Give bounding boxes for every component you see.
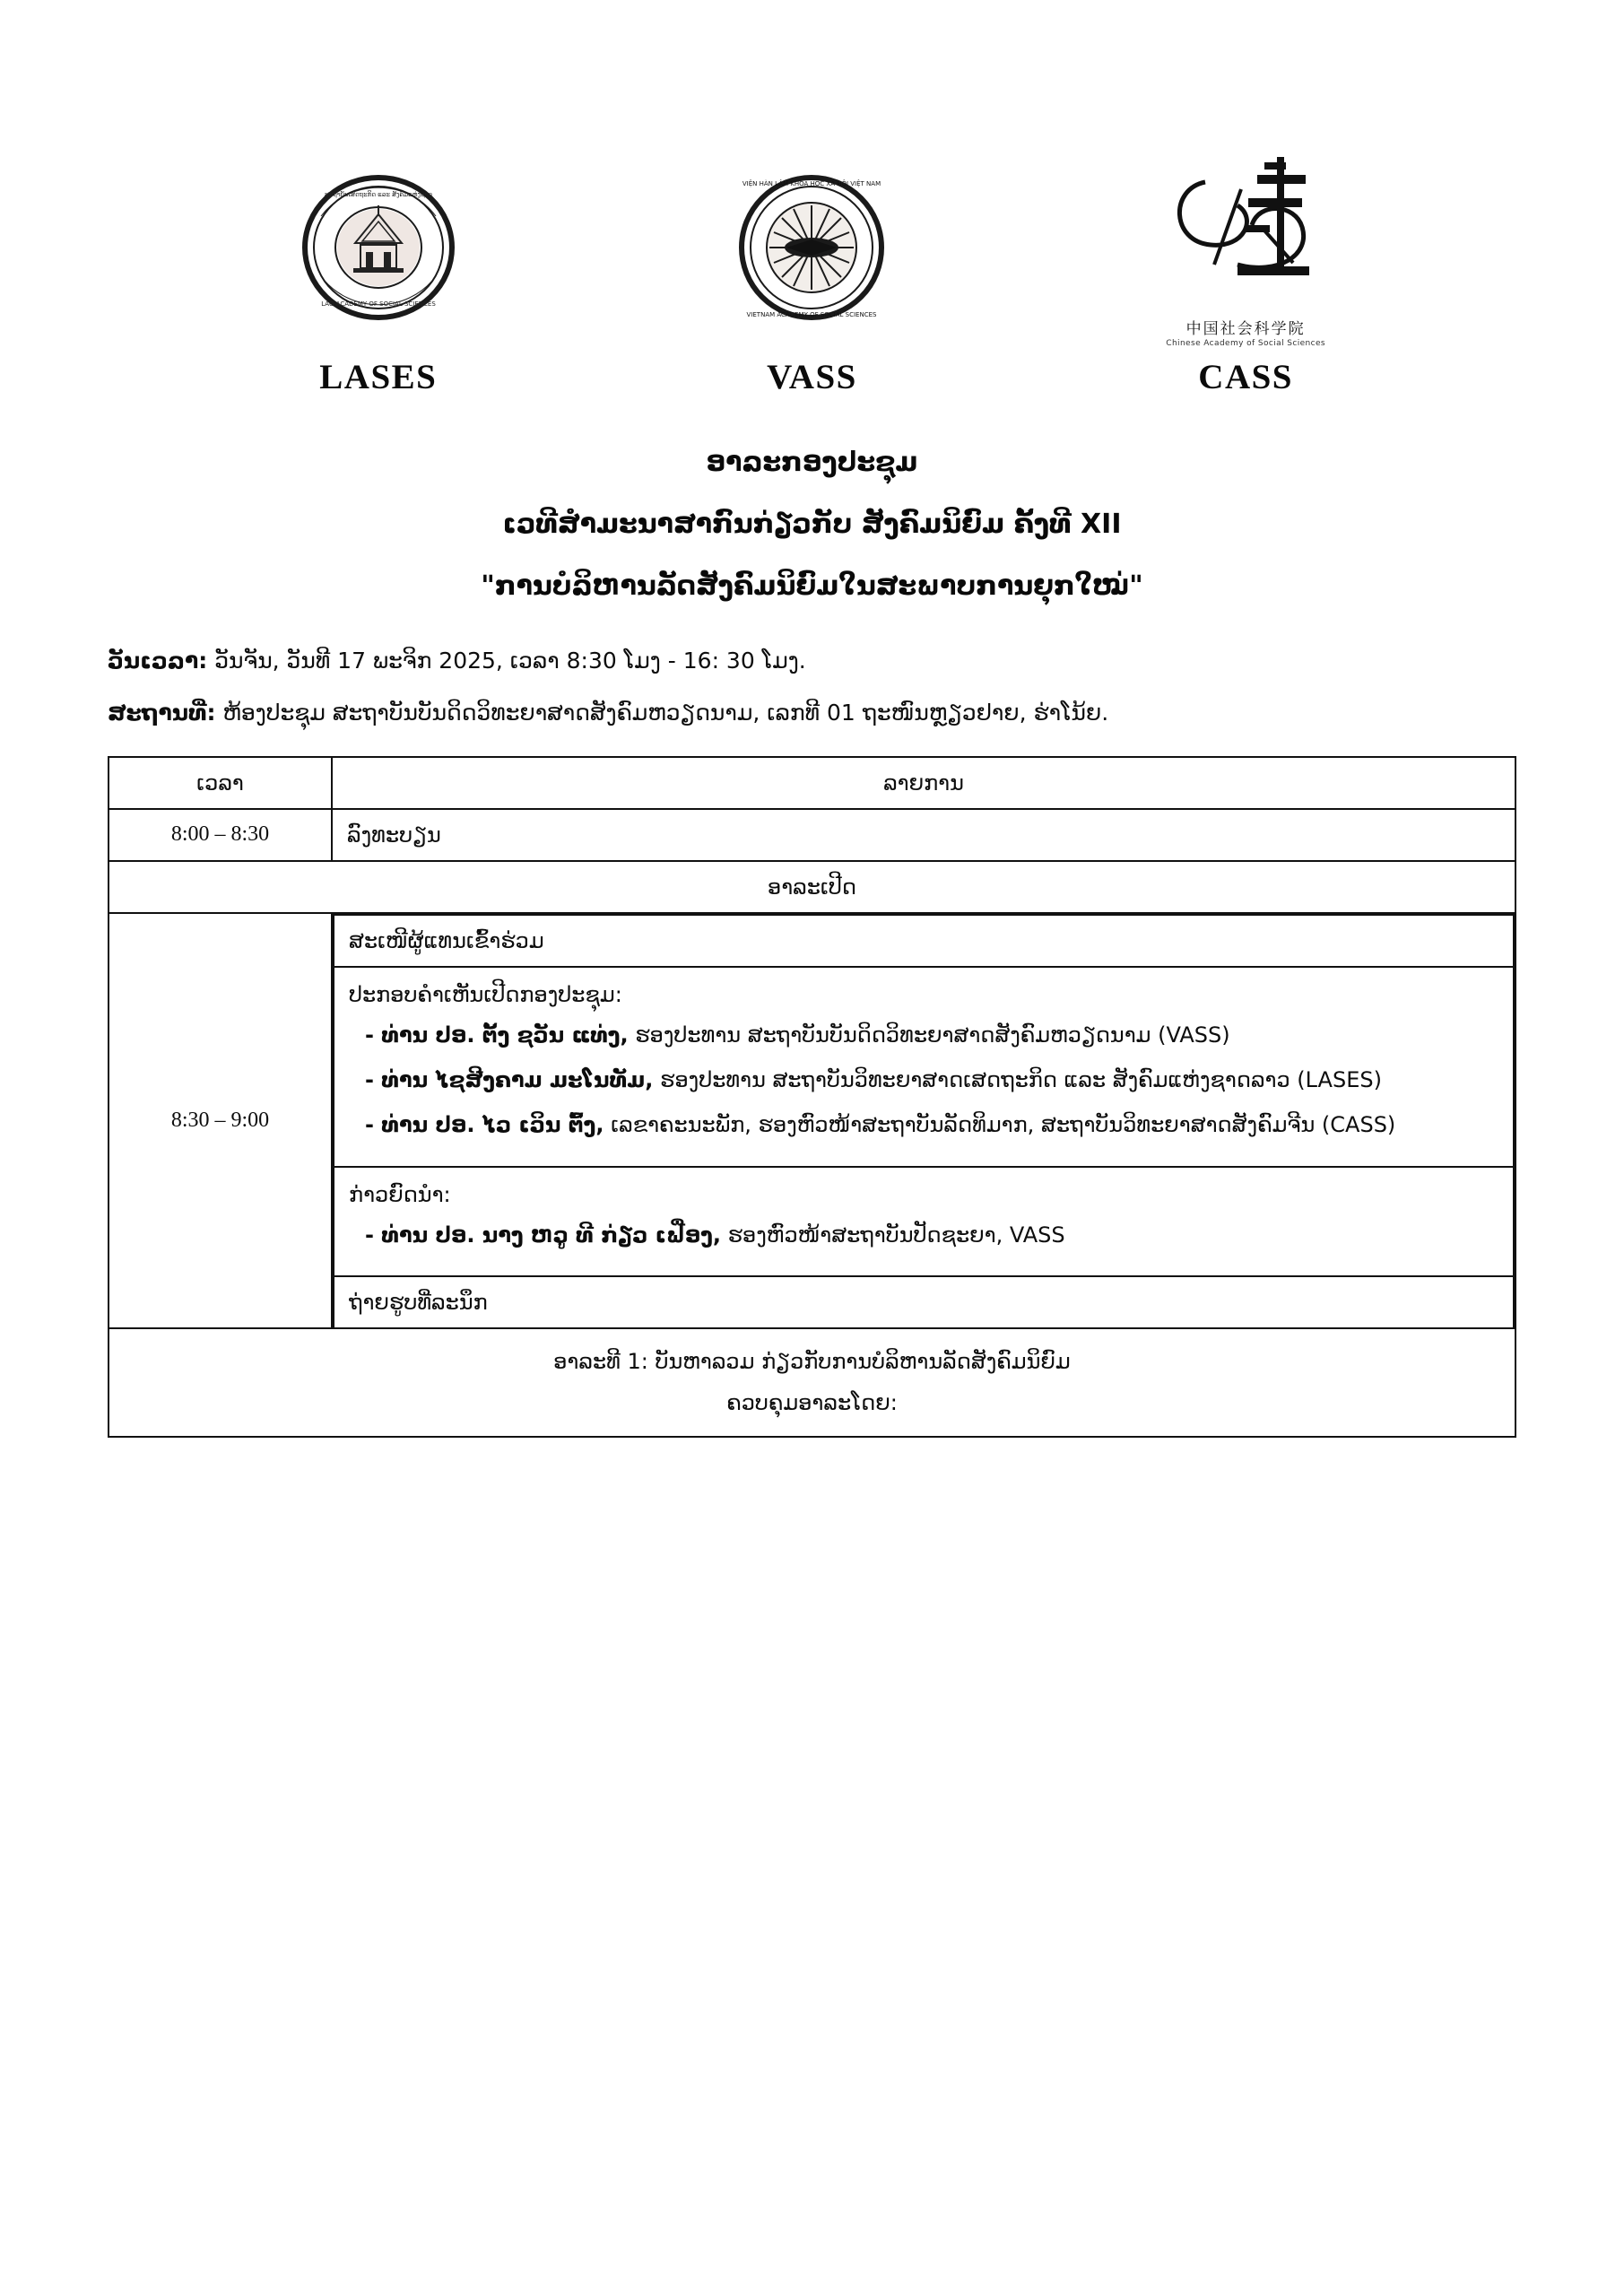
speaker-name: - ທ່ານ ໄຊສີງຄາມ ມະໂນທັມ, [365, 1066, 654, 1092]
list-item [349, 1108, 1498, 1142]
sub-row [334, 915, 1514, 967]
list-item [349, 1018, 1498, 1052]
table-header-row [109, 757, 1515, 809]
meta-datetime-label: ວັນເວລາ: [108, 648, 208, 674]
sub-row [334, 967, 1514, 1167]
session-1-block [109, 1328, 1515, 1437]
logo-caption-lases: LASES [319, 358, 438, 396]
speaker-role: ຮອງຫົວໜ້າສະຖາບັນປັດຊະຍາ, VASS [720, 1222, 1065, 1248]
speaker-role: ເລຂາຄະນະພັກ, ຮອງຫົວໜ້າສະຖາບັນລັດທິມາກ, ສະຖາບັນວິທະຍາສາດສັງຄົມຈີນ (CASS) [604, 1112, 1396, 1138]
logo-block-lases [230, 158, 526, 397]
session-1-title: ອາລະທີ 1: ບັນຫາລວມ ກ່ຽວກັບການບໍລິຫານລັດສັງຄົມນິຍົມ [553, 1349, 1071, 1375]
sub-activity-table [333, 914, 1515, 1328]
list-item [349, 1063, 1498, 1097]
svg-text:LAO ACADEMY OF SOCIAL SCIENCES: LAO ACADEMY OF SOCIAL SCIENCES [321, 300, 436, 308]
header-time: ເວລາ [109, 757, 332, 809]
table-row-opening-banner [109, 861, 1515, 913]
speaker-name: - ທ່ານ ປອ. ໄວ ເວິນ ຕົ້ງ, [365, 1112, 604, 1138]
logo-block-vass [664, 158, 960, 397]
sub-activity-photo: ຖ່າຍຮູບທີ່ລະນຶກ [334, 1276, 1514, 1327]
table-row [109, 809, 1515, 861]
svg-text:VIỆN HÀN LÂM KHOA HỌC XÃ HỘI V: VIỆN HÀN LÂM KHOA HỌC XÃ HỘI VIỆT NAM [743, 180, 881, 187]
meta-venue [108, 693, 1516, 733]
lases-seal-icon [280, 158, 477, 337]
sub-activity-intro: ສະເໜີຜູ້ແທນເຂົ້າຮ່ວມ [334, 915, 1514, 967]
page-subtitle: ເວທີສໍາມະນາສາກົນກ່ຽວກັບ ສັງຄົມນິຍົມ ຄັ້ງທີ XII [502, 509, 1122, 540]
session-1-chair-label: ຄວບຄຸມອາລະໂດຍ: [726, 1389, 898, 1415]
table-row-opening-detail [109, 913, 1515, 1329]
row-time: 8:00 – 8:30 [109, 809, 332, 861]
sub-row [334, 1167, 1514, 1276]
speaker-role: ຮອງປະທານ ສະຖາບັນວິທະຍາສາດເສດຖະກິດ ແລະ ສັງຄົມແຫ່ງຊາດລາວ (LASES) [653, 1066, 1382, 1092]
keynote-lead: ກ່າວຍົດນຳ: [349, 1181, 451, 1207]
agenda-table [108, 756, 1516, 1439]
vass-seal-icon [713, 158, 910, 337]
table-row-session1 [109, 1328, 1515, 1437]
sub-activity-keynote [334, 1167, 1514, 1276]
speaker-name: - ທ່ານ ປອ. ນາງ ຫວູ ທີ ກ່ຽວ ເຟື່ອງ, [365, 1222, 721, 1248]
logo-block-cass [1098, 135, 1394, 397]
speaker-name: - ທ່ານ ປອ. ຕັ້ງ ຊວັນ ແທ່ງ, [365, 1022, 629, 1048]
svg-text:ສະຖາບັນເສດຖະກິດ ແລະ ສັງຄົມແຫ່ງ: ສະຖາບັນເສດຖະກິດ ແລະ ສັງຄົມແຫ່ງຊາດ [324, 191, 432, 198]
header-activity: ລາຍການ [332, 757, 1515, 809]
row-activity: ລົງທະບຽນ [332, 809, 1515, 861]
title-block [108, 447, 1516, 602]
cass-english-name: Chinese Academy of Social Sciences [1166, 339, 1326, 348]
meta-block [108, 641, 1516, 733]
cass-chinese-name: 中国社会科学院 [1185, 320, 1306, 338]
remarks-lead: ປະກອບຄຳເຫັນເປີດກອງປະຊຸມ: [349, 981, 622, 1007]
logo-caption-cass: CASS [1198, 358, 1293, 396]
meta-venue-label: ສະຖານທີ່: [108, 699, 216, 726]
svg-text:VIETNAM ACADEMY OF SOCIAL SCIE: VIETNAM ACADEMY OF SOCIAL SCIENCES [747, 311, 877, 318]
speaker-role: ຮອງປະທານ ສະຖາບັນບັນດິດວິທະຍາສາດສັງຄົມຫວຽດນາມ (VASS) [628, 1022, 1230, 1048]
keynote-speaker-list [349, 1218, 1498, 1252]
meta-venue-value: ຫ້ອງປະຊຸມ ສະຖາບັນບັນດິດວິທະຍາສາດສັງຄົມຫວຽດນາມ, ເລກທີ 01 ຖະໜົນຫຼຽວຢາຍ, ຮ່າໂນ້ຍ. [222, 699, 1109, 726]
opening-session-title: ອາລະເປີດ [109, 861, 1515, 913]
sub-activity-remarks [334, 967, 1514, 1167]
sub-row [334, 1276, 1514, 1327]
page-theme: "ການບໍລິຫານລັດສັງຄົມນິຍົມໃນສະພາບການຍຸກໃໝ່" [481, 570, 1143, 602]
list-item [349, 1218, 1498, 1252]
row-activity-group [332, 913, 1515, 1329]
logo-band [108, 135, 1516, 397]
page-title: ອາລະກອງປະຊຸມ [706, 447, 918, 478]
remarks-speaker-list [349, 1018, 1498, 1143]
cass-logo-icon [1147, 135, 1344, 314]
meta-datetime-value: ວັນຈັນ, ວັນທີ 17 ພະຈິກ 2025, ເວລາ 8:30 ໂມງ - 16: 30 ໂມງ. [214, 648, 806, 674]
logo-caption-vass: VASS [767, 358, 857, 396]
meta-datetime [108, 641, 1516, 681]
row-time: 8:30 – 9:00 [109, 913, 332, 1329]
